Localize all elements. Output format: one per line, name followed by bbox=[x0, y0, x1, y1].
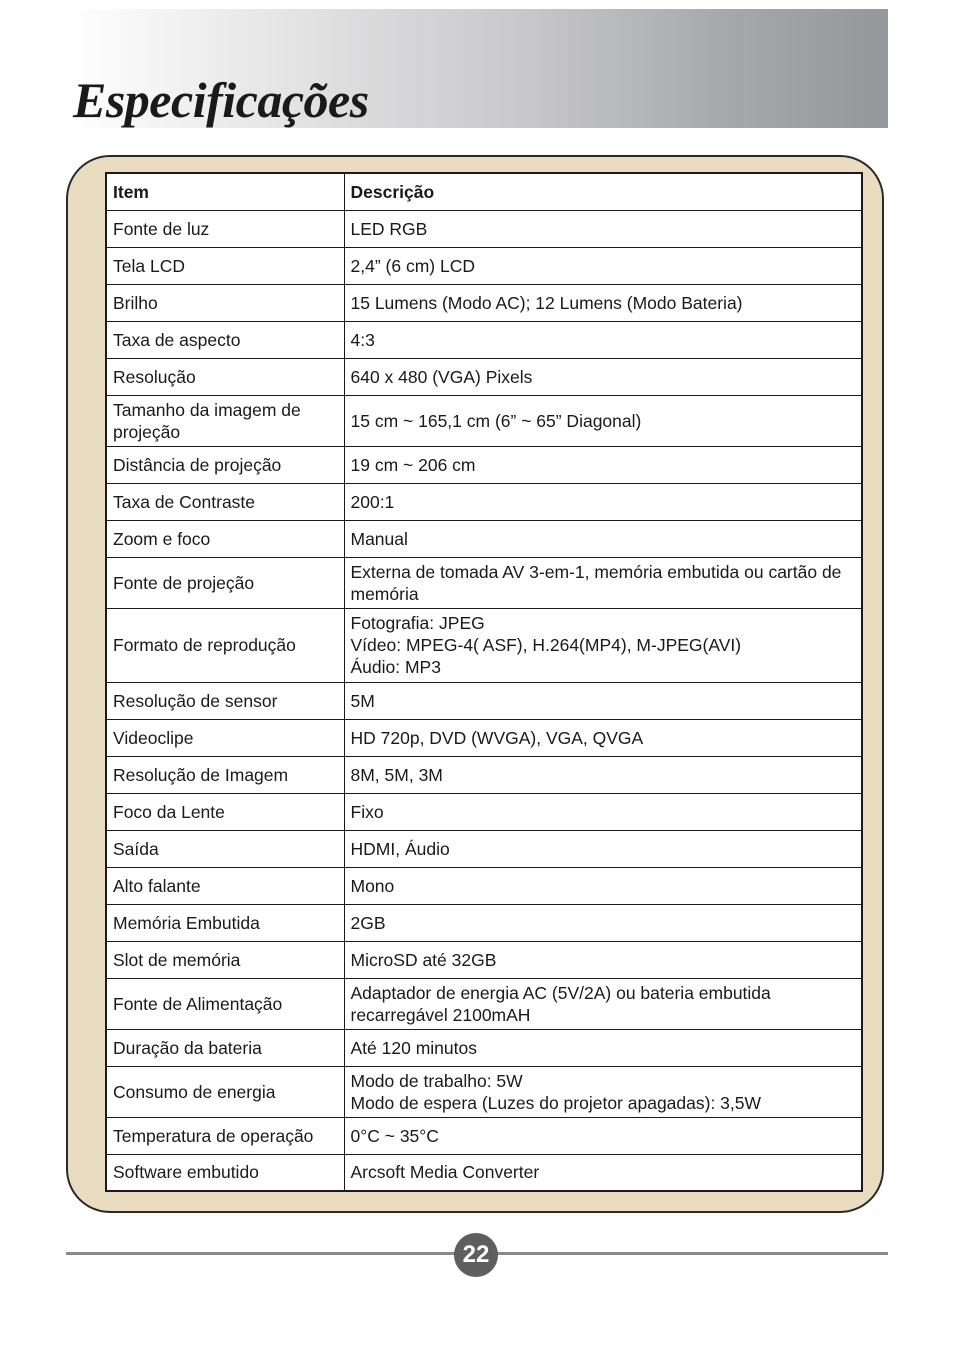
table-row bbox=[106, 682, 862, 719]
table-row bbox=[106, 358, 862, 395]
spec-description-line: Externa de tomada AV 3-em-1, memória embutida ou cartão de memória bbox=[350, 561, 842, 604]
spec-description-line: Arcsoft Media Converter bbox=[350, 1162, 540, 1183]
spec-description-cell bbox=[344, 608, 862, 682]
spec-description-cell bbox=[344, 358, 862, 395]
spec-description-line: 8M, 5M, 3M bbox=[350, 764, 443, 785]
spec-description-line: Até 120 minutos bbox=[350, 1037, 477, 1058]
table-row bbox=[106, 520, 862, 557]
table-row bbox=[106, 446, 862, 483]
spec-item-cell: Taxa de Contraste bbox=[106, 483, 344, 520]
spec-description-cell bbox=[344, 978, 862, 1029]
table-body bbox=[106, 210, 862, 1191]
spec-description-line: Fixo bbox=[350, 801, 384, 822]
table-row bbox=[106, 395, 862, 446]
spec-description-cell bbox=[344, 867, 862, 904]
spec-description-line: 200:1 bbox=[350, 491, 395, 512]
spec-item-cell: Slot de memória bbox=[106, 941, 344, 978]
table-row bbox=[106, 719, 862, 756]
spec-description-cell bbox=[344, 830, 862, 867]
spec-description-cell bbox=[344, 520, 862, 557]
table-row bbox=[106, 284, 862, 321]
spec-description-cell bbox=[344, 1029, 862, 1066]
spec-item-cell: Duração da bateria bbox=[106, 1029, 344, 1066]
spec-description-line: Adaptador de energia AC (5V/2A) ou bateria embutida recarregável 2100mAH bbox=[350, 982, 771, 1025]
spec-description-line: Áudio: MP3 bbox=[350, 657, 441, 677]
spec-description-cell bbox=[344, 1154, 862, 1191]
spec-item-cell: Distância de projeção bbox=[106, 446, 344, 483]
spec-description-cell bbox=[344, 941, 862, 978]
spec-description-cell bbox=[344, 719, 862, 756]
column-header-description: Descrição bbox=[344, 173, 862, 210]
spec-item-cell: Resolução de sensor bbox=[106, 682, 344, 719]
table-row bbox=[106, 867, 862, 904]
page-number-badge: 22 bbox=[454, 1233, 498, 1277]
table-row bbox=[106, 321, 862, 358]
spec-description-line: HDMI, Áudio bbox=[350, 838, 450, 859]
table-row bbox=[106, 978, 862, 1029]
spec-description-cell bbox=[344, 682, 862, 719]
spec-item-cell: Foco da Lente bbox=[106, 793, 344, 830]
spec-description-line: 5M bbox=[350, 690, 375, 711]
column-header-item: Item bbox=[106, 173, 344, 210]
spec-description-line: 19 cm ~ 206 cm bbox=[350, 454, 476, 475]
spec-description-line: Manual bbox=[350, 528, 408, 549]
spec-item-cell: Zoom e foco bbox=[106, 520, 344, 557]
spec-item-cell: Taxa de aspecto bbox=[106, 321, 344, 358]
spec-description-line: 15 Lumens (Modo AC); 12 Lumens (Modo Bateria) bbox=[350, 292, 743, 313]
spec-description-line: MicroSD até 32GB bbox=[350, 949, 497, 970]
spec-item-cell: Fonte de luz bbox=[106, 210, 344, 247]
table-row bbox=[106, 210, 862, 247]
spec-description-cell bbox=[344, 395, 862, 446]
spec-description-cell bbox=[344, 284, 862, 321]
table-header-row bbox=[106, 173, 862, 210]
spec-description-line: 0°C ~ 35°C bbox=[350, 1125, 439, 1146]
spec-description-line: 4:3 bbox=[350, 329, 375, 350]
spec-item-cell: Memória Embutida bbox=[106, 904, 344, 941]
spec-description-line: 2,4” (6 cm) LCD bbox=[350, 255, 475, 276]
table-row bbox=[106, 1029, 862, 1066]
spec-item-cell: Fonte de projeção bbox=[106, 557, 344, 608]
table-row bbox=[106, 1117, 862, 1154]
spec-item-cell: Resolução bbox=[106, 358, 344, 395]
table-row bbox=[106, 1154, 862, 1191]
spec-description-line: Modo de espera (Luzes do projetor apagadas): 3,5W bbox=[350, 1092, 762, 1113]
table-row bbox=[106, 1066, 862, 1117]
spec-description-cell bbox=[344, 247, 862, 284]
spec-item-cell: Brilho bbox=[106, 284, 344, 321]
table-row bbox=[106, 756, 862, 793]
spec-description-line: 15 cm ~ 165,1 cm (6” ~ 65” Diagonal) bbox=[350, 410, 642, 431]
page-title: Especificações bbox=[73, 72, 369, 128]
spec-item-cell: Tela LCD bbox=[106, 247, 344, 284]
table-row bbox=[106, 904, 862, 941]
spec-description-line: Modo de trabalho: 5W bbox=[350, 1070, 523, 1091]
spec-description-cell bbox=[344, 557, 862, 608]
table-row bbox=[106, 557, 862, 608]
spec-description-line: HD 720p, DVD (WVGA), VGA, QVGA bbox=[350, 727, 644, 748]
spec-description-cell bbox=[344, 756, 862, 793]
spec-item-cell: Resolução de Imagem bbox=[106, 756, 344, 793]
spec-item-cell: Formato de reprodução bbox=[106, 608, 344, 682]
spec-table bbox=[105, 172, 863, 1192]
spec-description-cell bbox=[344, 904, 862, 941]
spec-description-line: LED RGB bbox=[350, 218, 428, 239]
table-row bbox=[106, 247, 862, 284]
spec-description-cell bbox=[344, 1117, 862, 1154]
spec-description-cell bbox=[344, 1066, 862, 1117]
spec-item-cell: Temperatura de operação bbox=[106, 1117, 344, 1154]
spec-description-line: 640 x 480 (VGA) Pixels bbox=[350, 366, 533, 387]
spec-description-cell bbox=[344, 483, 862, 520]
spec-description-line: Vídeo: MPEG-4( ASF), H.264(MP4), M-JPEG(AVI) bbox=[350, 635, 742, 655]
table-row bbox=[106, 483, 862, 520]
spec-description-line: 2GB bbox=[350, 912, 386, 933]
table-row bbox=[106, 793, 862, 830]
table-row bbox=[106, 608, 862, 682]
spec-item-cell: Saída bbox=[106, 830, 344, 867]
spec-item-cell: Fonte de Alimentação bbox=[106, 978, 344, 1029]
spec-item-cell: Software embutido bbox=[106, 1154, 344, 1191]
spec-description-line: Mono bbox=[350, 875, 395, 896]
spec-description-cell bbox=[344, 793, 862, 830]
spec-item-cell: Videoclipe bbox=[106, 719, 344, 756]
spec-item-cell: Consumo de energia bbox=[106, 1066, 344, 1117]
spec-item-cell: Alto falante bbox=[106, 867, 344, 904]
spec-description-cell bbox=[344, 321, 862, 358]
table-row bbox=[106, 941, 862, 978]
spec-description-cell bbox=[344, 210, 862, 247]
spec-item-cell: Tamanho da imagem de projeção bbox=[106, 395, 344, 446]
table-row bbox=[106, 830, 862, 867]
spec-description-cell bbox=[344, 446, 862, 483]
spec-description-line: Fotografia: JPEG bbox=[350, 613, 485, 633]
